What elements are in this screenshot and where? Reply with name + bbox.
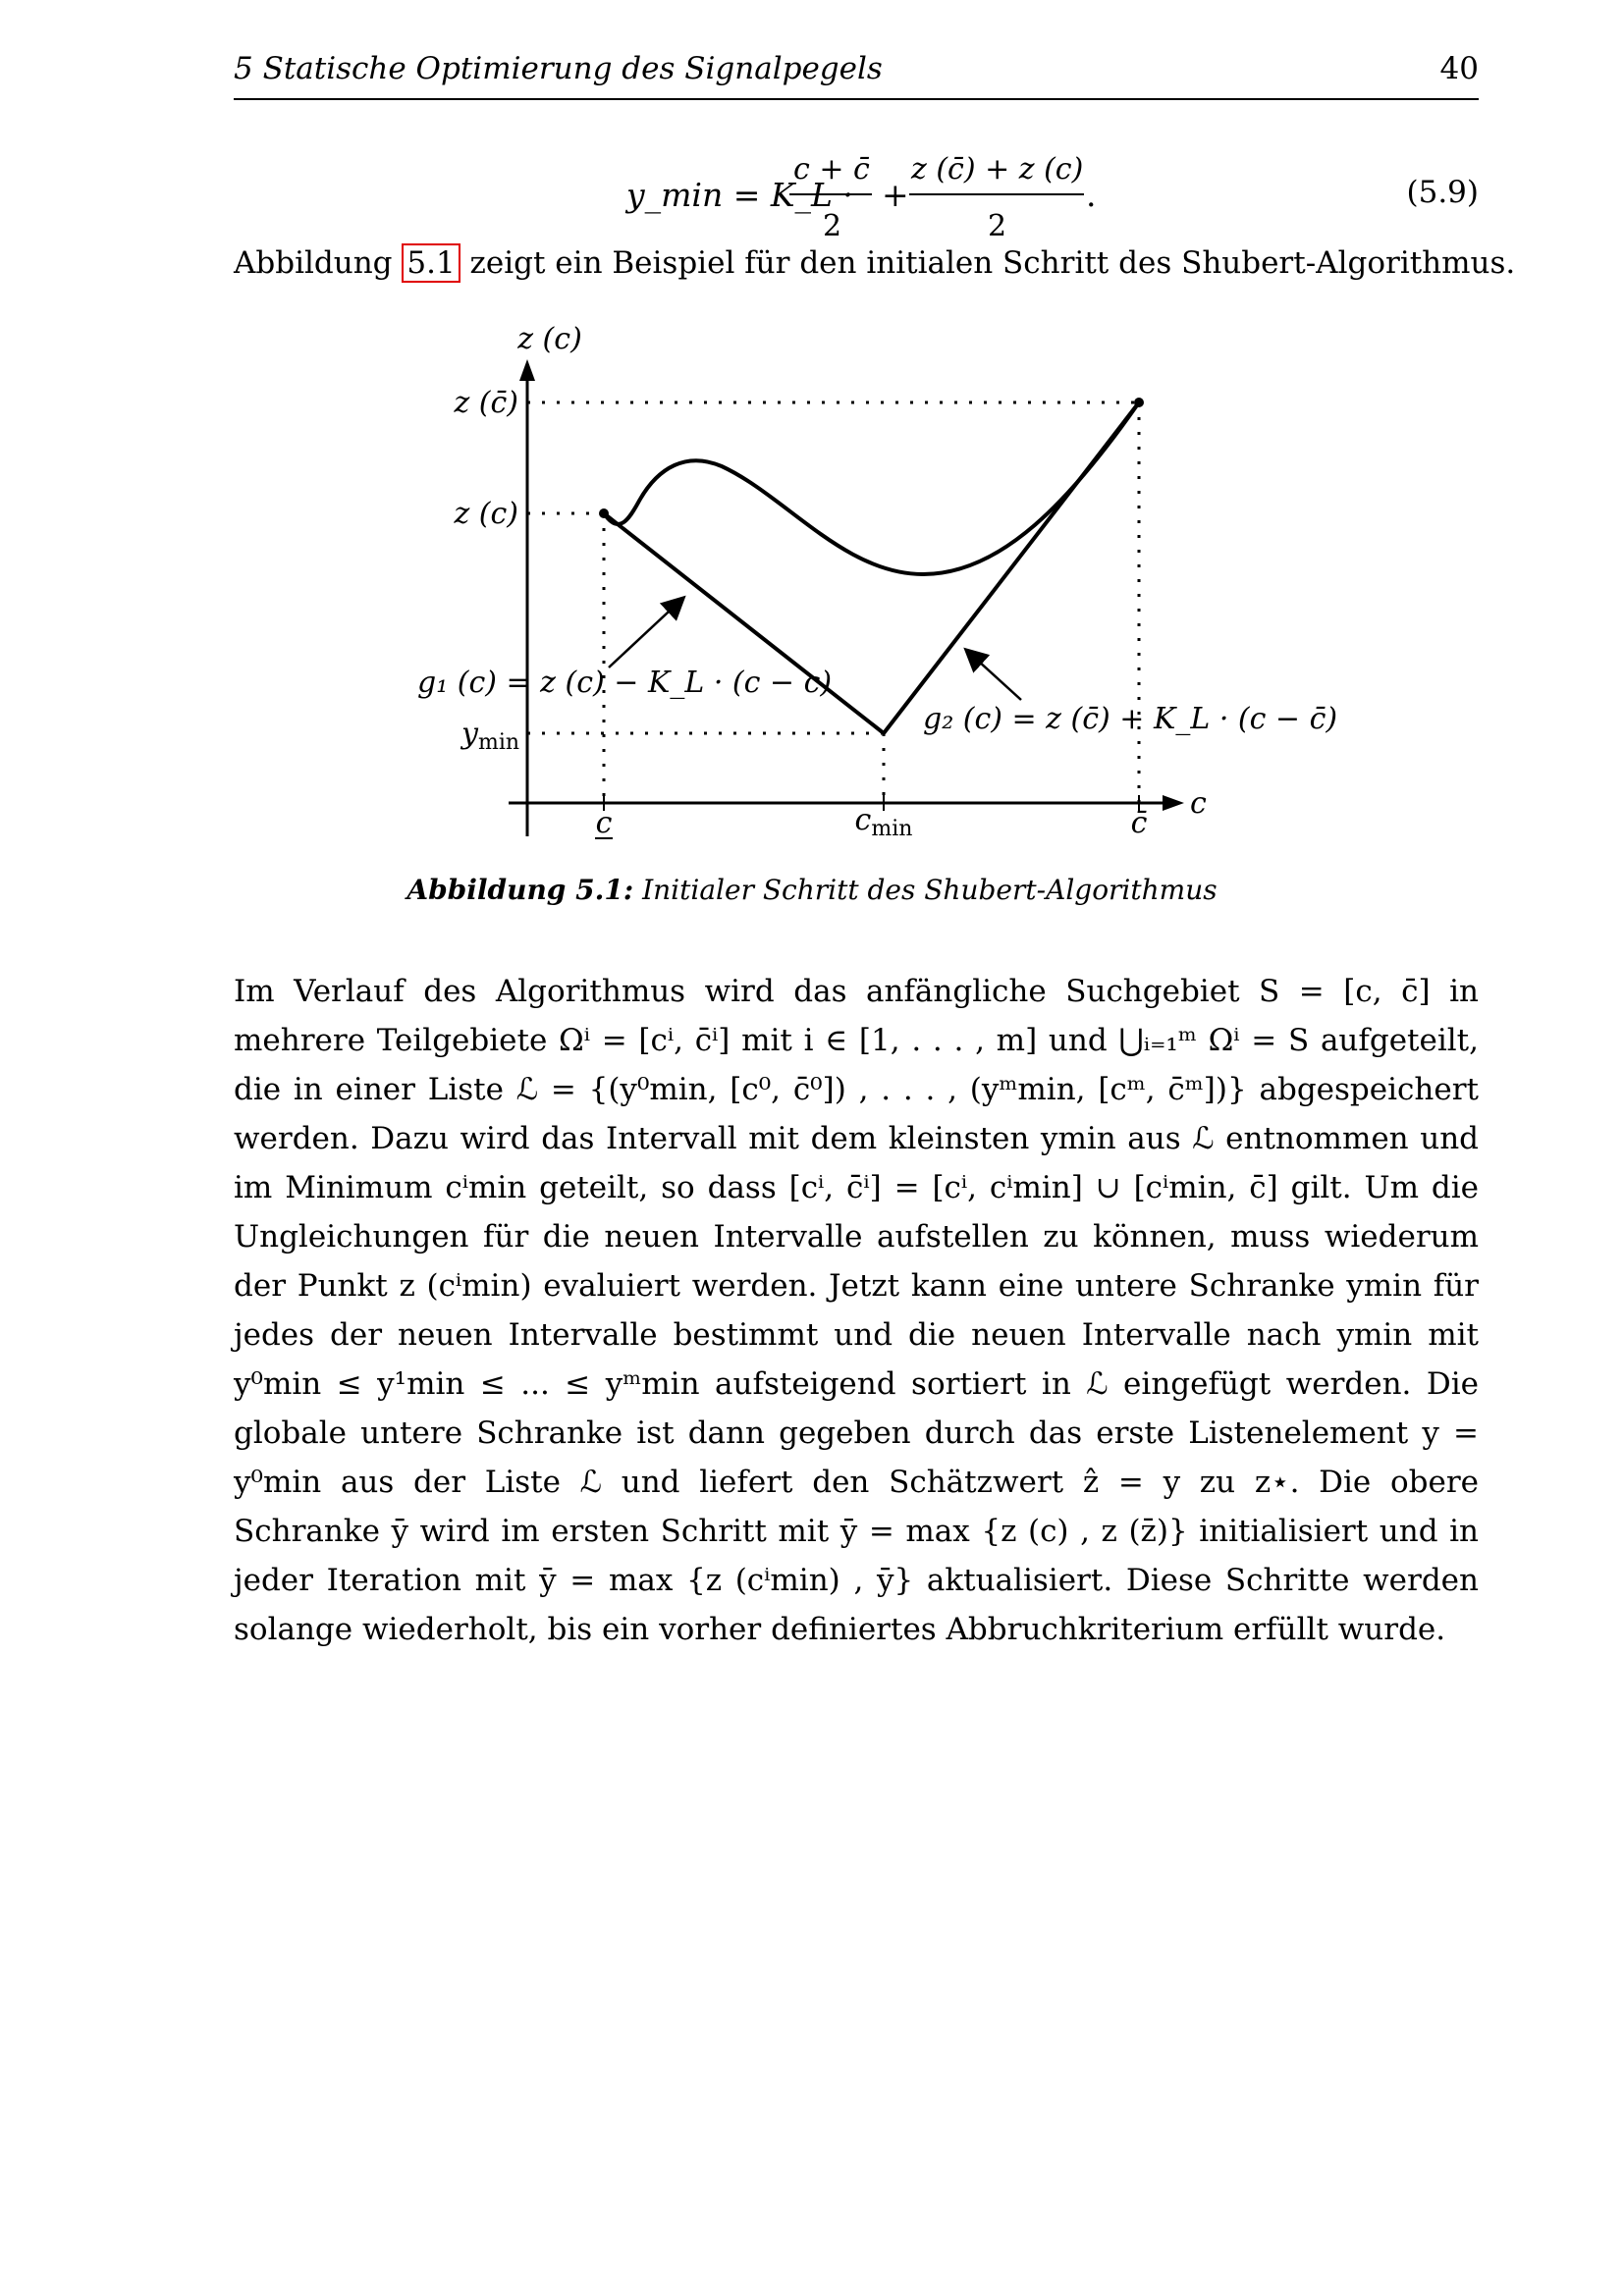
- intro-before: Abbildung: [234, 245, 403, 281]
- shubert-figure: [0, 294, 1624, 864]
- g2-label: g₂ (c) = z (c̄) + K_L · (c − c̄): [923, 702, 1338, 736]
- body-paragraph: Im Verlauf des Algorithmus wird das anfängliche Suchgebiet S = [c, c̄] in mehrere Teilgebiete Ωⁱ = [cⁱ, c̄ⁱ] mit i ∈ [1, . . . , m] und ⋃ᵢ₌₁ᵐ Ωⁱ = S aufgeteilt, die in einer Liste ℒ = {(y⁰min, [c⁰, c̄⁰]) , . . . , (yᵐmin, [cᵐ, c̄ᵐ])} abgespeichert werden. Dazu wird das Intervall mit dem kleinsten ymin aus ℒ entnommen und im Minimum cⁱmin geteilt, so dass [cⁱ, c̄ⁱ] = [cⁱ, cⁱmin] ∪ [cⁱmin, c̄] gilt. Um die Ungleichungen für die neuen Intervalle aufstellen zu können, muss wiederum der Punkt z (cⁱmin) evaluiert werden. Jetzt kann eine untere Schranke ymin für jedes der neuen Intervalle bestimmt und die neuen Intervalle nach ymin mit y⁰min ≤ y¹min ≤ ... ≤ yᵐmin aufsteigend sortiert in ℒ eingefügt werden. Die globale untere Schranke ist dann gegeben durch das erste Listenelement y = y⁰min aus der Liste ℒ und liefert den Schätzwert ẑ = y zu z⋆. Die obere Schranke ȳ wird im ersten Schritt mit ȳ = max {z (c) , z (z̄)} initialisiert und in jeder Iteration mit ȳ = max {z (cⁱmin) , ȳ} aktualisiert. Diese Schritte werden solange wiederholt, bis ein vorher definiertes Abbruchkriterium erfüllt wurde.: [234, 974, 1479, 1647]
- caption-label: Abbildung 5.1:: [406, 874, 634, 906]
- figure-reference-link[interactable]: 5.1: [402, 243, 460, 283]
- equation-frac2-num: z (c̄) + z (c): [911, 152, 1084, 187]
- point-c-under: [599, 508, 609, 518]
- tick-label-ymin-sub: min: [477, 730, 520, 755]
- equation-frac1-num: c + c̄: [793, 152, 870, 187]
- figure-caption: [0, 874, 1624, 906]
- g1-arrow: [609, 599, 682, 667]
- function-curve: [604, 402, 1139, 574]
- equation-5-9: [234, 147, 1479, 245]
- g1-label: g₁ (c) = z (c) − K_L · (c − c): [417, 666, 833, 700]
- x-axis-arrow-icon: [1163, 795, 1184, 811]
- equation-plus: +: [882, 176, 909, 214]
- intro-after: zeigt ein Beispiel für den initialen Schritt des Shubert-Algorithmus.: [460, 245, 1516, 281]
- running-title: 5 Statische Optimierung des Signalpegels: [234, 51, 883, 86]
- equation-period: .: [1086, 176, 1097, 214]
- x-tick-label-c: c: [595, 806, 613, 840]
- x-tick-label-cmin-sub: min: [871, 817, 913, 841]
- page-number: 40: [1439, 51, 1479, 86]
- y-axis-arrow-icon: [519, 359, 535, 381]
- tick-label-z-cunder: z (c): [454, 497, 518, 531]
- body-text: [234, 967, 1479, 1654]
- y-axis-label: z (c): [517, 322, 582, 356]
- running-header: [234, 51, 1479, 100]
- x-tick-label-cmin-base: c: [854, 803, 872, 837]
- equation-frac1-den: 2: [823, 209, 842, 243]
- x-tick-label-cbar: c̄: [1130, 806, 1148, 840]
- g2-arrow: [967, 651, 1021, 700]
- x-axis-label: c: [1190, 786, 1207, 821]
- equation-number: (5.9): [1406, 175, 1479, 210]
- tick-label-ymin-base: y: [461, 717, 478, 751]
- equation-frac2-den: 2: [988, 209, 1007, 243]
- equation-lhs: y_min = K_L ·: [626, 176, 853, 214]
- equation-svg: [234, 147, 1479, 245]
- point-c-bar: [1134, 398, 1144, 407]
- tick-label-ymin: [460, 717, 519, 755]
- caption-text: Initialer Schritt des Shubert-Algorithmus: [633, 874, 1218, 906]
- intro-line: [234, 245, 1515, 281]
- tick-label-z-cbar: z (c̄): [454, 386, 518, 420]
